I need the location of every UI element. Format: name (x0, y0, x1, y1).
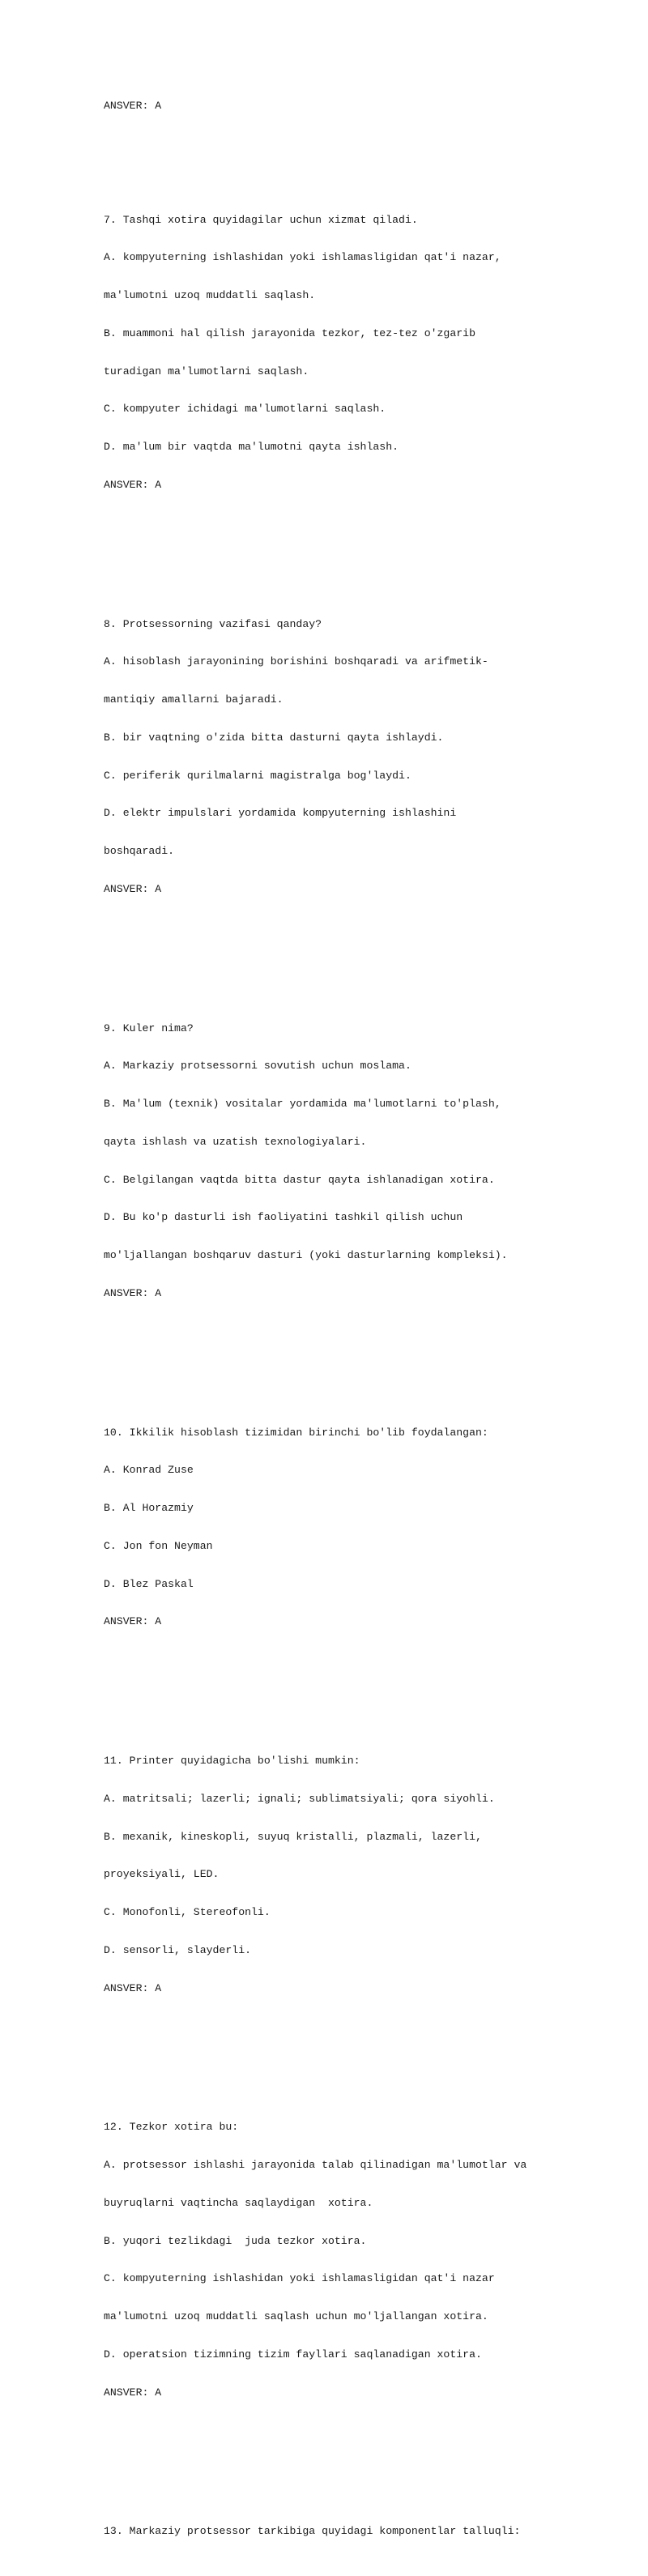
option-a-continued: mantiqiy amallarni bajaradi. (104, 693, 284, 706)
option-a: A. protsessor ishlashi jarayonida talab qilinadigan ma'lumotlar va (104, 2158, 527, 2171)
spacer (104, 2045, 622, 2058)
question-block (104, 1729, 622, 2020)
option-c-continued: ma'lumotni uzoq muddatli saqlash uchun mo'ljallangan xotira. (104, 2310, 488, 2323)
spacer (104, 1350, 622, 1363)
option-b: B. Al Horazmiy (104, 1502, 194, 1515)
option-a-continued: buyruqlarni vaqtincha saqlaydigan xotira. (104, 2196, 373, 2209)
answer-line: ANSVER: A (104, 2386, 162, 2399)
option-b: B. Ma'lum (texnik) vositalar yordamida ma'lumotlarni to'plash, (104, 1098, 501, 1111)
question-block (104, 996, 622, 1324)
answer-line: ANSVER: A (104, 100, 162, 113)
question-block (104, 2096, 622, 2424)
option-d: D. operatsion tizimning tizim fayllari saqlanadigan xotira. (104, 2348, 482, 2361)
option-d: D. ma'lum bir vaqtda ma'lumotni qayta ishlash. (104, 441, 399, 454)
option-d: D. Bu ko'p dasturli ish faoliyatini tashkil qilish uchun (104, 1211, 463, 1224)
option-b: B. bir vaqtning o'zida bitta dasturni qayta ishlaydi. (104, 731, 444, 744)
answer-line: ANSVER: A (104, 883, 162, 895)
answer-line: ANSVER: A (104, 1287, 162, 1299)
spacer (104, 542, 622, 555)
option-a: A. kompyuterning ishlashidan yoki ishlamasligidan qat'i nazar, (104, 251, 501, 264)
option-c: C. periferik qurilmalarni magistralga bog'laydi. (104, 769, 411, 782)
option-c: C. Monofonli, Stereofonli. (104, 1906, 271, 1919)
option-c: C. Belgilangan vaqtda bitta dastur qayta ishlanadigan xotira. (104, 1173, 495, 1186)
spacer (104, 1678, 622, 1691)
question-text: 7. Tashqi xotira quyidagilar uchun xizmat qiladi. (104, 213, 418, 226)
option-d: D. Blez Paskal (104, 1577, 194, 1590)
question-text: 9. Kuler nima? (104, 1021, 194, 1034)
document-page (104, 75, 622, 2576)
answer-line: ANSVER: A (104, 479, 162, 491)
question-block (104, 1401, 622, 1653)
question-text: 8. Protsessorning vazifasi qanday? (104, 617, 322, 630)
answer-line: ANSVER: A (104, 1981, 162, 1994)
question-text: 13. Markaziy protsessor tarkibiga quyidagi komponentlar talluqli: (104, 2525, 521, 2538)
question-block (104, 592, 622, 920)
question-text: 10. Ikkilik hisoblash tizimidan birinchi bo'lib foydalangan: (104, 1426, 488, 1439)
spacer (104, 138, 622, 151)
option-a-continued: ma'lumotni uzoq muddatli saqlash. (104, 289, 316, 302)
option-b: B. yuqori tezlikdagi juda tezkor xotira. (104, 2234, 367, 2247)
question-text: 12. Tezkor xotira bu: (104, 2121, 239, 2134)
option-b: B. muammoni hal qilish jarayonida tezkor, tez-tez o'zgarib (104, 326, 475, 339)
option-b: B. mexanik, kineskopli, suyuq kristalli, plazmali, lazerli, (104, 1830, 482, 1843)
option-d: D. elektr impulslari yordamida kompyuterning ishlashini (104, 807, 457, 820)
answer-line: ANSVER: A (104, 1615, 162, 1628)
option-d-continued: mo'ljallangan boshqaruv dasturi (yoki dasturlarning kompleksi). (104, 1249, 508, 1262)
option-a: A. hisoblash jarayonining borishini boshqaradi va arifmetik- (104, 655, 488, 668)
option-b-continued: qayta ishlash va uzatish texnologiyalari. (104, 1135, 367, 1148)
option-b-continued: turadigan ma'lumotlarni saqlash. (104, 365, 309, 377)
option-a: A. Konrad Zuse (104, 1464, 194, 1477)
spacer (104, 2450, 622, 2463)
option-a: A. matritsali; lazerli; ignali; sublimatsiyali; qora siyohli. (104, 1792, 495, 1805)
option-c: C. kompyuterning ishlashidan yoki ishlamasligidan qat'i nazar (104, 2272, 495, 2285)
question-block (104, 2500, 622, 2563)
option-d-continued: boshqaradi. (104, 845, 175, 858)
option-c: C. Jon fon Neyman (104, 1539, 213, 1552)
question-block (104, 188, 622, 516)
spacer (104, 946, 622, 959)
option-c: C. kompyuter ichidagi ma'lumotlarni saqlash. (104, 403, 386, 416)
option-b-continued: proyeksiyali, LED. (104, 1868, 220, 1881)
question-text: 11. Printer quyidagicha bo'lishi mumkin: (104, 1754, 360, 1767)
option-a: A. Markaziy protsessorni sovutish uchun moslama. (104, 1060, 411, 1073)
option-d: D. sensorli, slayderli. (104, 1943, 252, 1956)
